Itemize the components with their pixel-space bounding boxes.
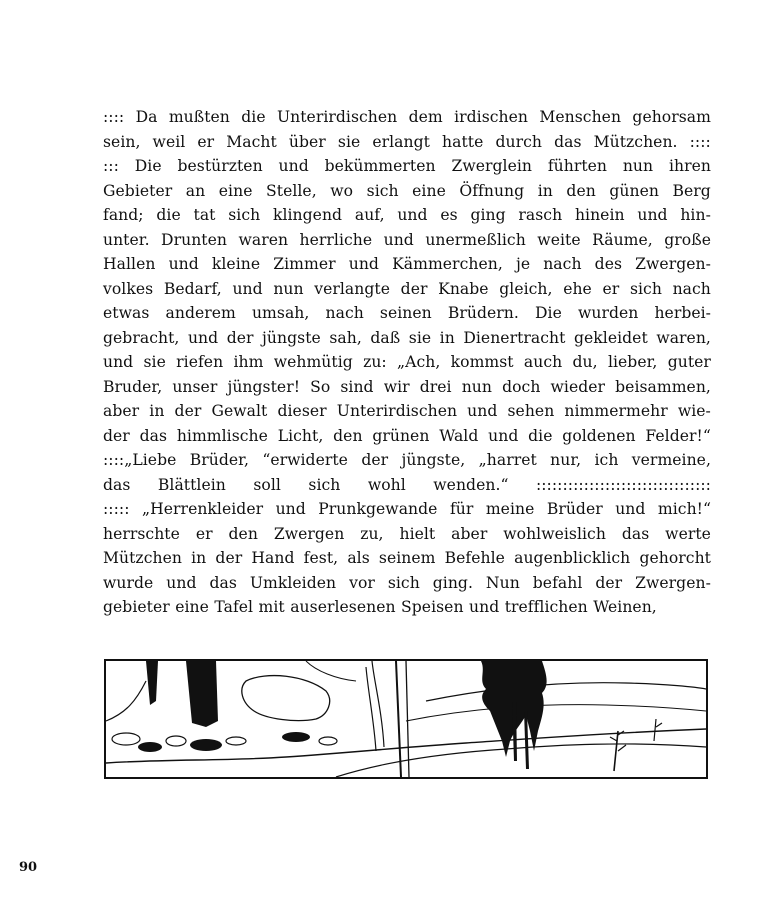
word: in — [537, 181, 553, 200]
word: Unterirdischen — [336, 402, 458, 420]
word: bekümmerten — [324, 157, 436, 175]
text-line — [103, 353, 711, 378]
word: volkes — [103, 279, 154, 298]
word: erlangt — [372, 132, 430, 151]
word: sich — [387, 573, 420, 592]
word: gleich, — [499, 279, 553, 298]
word: vermeine, — [631, 451, 711, 469]
word: Menschen — [539, 108, 622, 126]
forest-meadow-picture — [106, 661, 706, 777]
word: sie — [337, 132, 361, 151]
word: ging — [470, 206, 506, 224]
text-line — [103, 255, 711, 280]
word: So — [310, 377, 331, 396]
text-line — [103, 108, 711, 133]
word: herrliche — [299, 230, 373, 249]
word: rasch — [518, 206, 563, 224]
word: waren, — [656, 328, 711, 347]
word: trefflichen — [504, 598, 588, 616]
word: der — [103, 426, 130, 445]
word: der — [226, 328, 254, 347]
word: Zwergen — [273, 524, 345, 543]
word: „harret — [478, 451, 537, 469]
word: „Ach, — [397, 353, 441, 371]
word: anderem — [165, 304, 236, 322]
word: herbei- — [654, 304, 711, 322]
word: jüngster! — [227, 377, 301, 396]
word: irdischen — [454, 108, 529, 126]
word: waren — [238, 230, 289, 249]
word: seinen — [379, 304, 432, 322]
word: unermeßlich — [425, 230, 526, 249]
word: beisammen, — [615, 377, 711, 396]
word: himmlische — [176, 426, 268, 445]
word: hin- — [680, 206, 711, 224]
word: nun — [622, 157, 654, 175]
text-line — [103, 378, 711, 403]
word: Felder!“ — [645, 426, 711, 445]
word: Wald — [439, 426, 479, 445]
word: den — [228, 524, 258, 543]
word: Speisen — [401, 598, 464, 616]
text-line — [103, 231, 711, 256]
word: ihm — [233, 353, 264, 371]
word: und — [166, 573, 197, 592]
word: jüngste — [262, 328, 321, 347]
word: hatte — [442, 132, 484, 151]
word: Mützchen. — [593, 132, 678, 151]
word: gebracht, — [103, 328, 180, 347]
word: werte — [665, 524, 711, 543]
word: Räume, — [592, 230, 653, 249]
word: für — [449, 500, 474, 518]
word: sein, — [103, 132, 141, 151]
word: und — [467, 402, 498, 420]
word: ich — [594, 451, 619, 469]
word: drei — [419, 377, 452, 396]
word: wurden — [577, 304, 639, 322]
word: und — [278, 157, 309, 175]
word: Die — [534, 304, 562, 322]
word: Zwerglein — [451, 157, 532, 175]
word: große — [664, 230, 711, 249]
word: unser — [172, 377, 218, 396]
word: guter — [667, 353, 711, 371]
word: vor — [349, 573, 375, 592]
landscape-illustration — [104, 659, 708, 779]
word: Nun — [485, 573, 520, 592]
word: sind — [340, 377, 374, 396]
word: lieber, — [607, 353, 658, 371]
text-line — [103, 549, 711, 574]
word: mit — [258, 598, 285, 616]
word: das — [103, 475, 131, 494]
word: nur, — [550, 451, 582, 469]
word: sich — [366, 181, 399, 200]
word: es — [440, 206, 458, 224]
word: goldenen — [562, 426, 636, 445]
word: wenden.“ — [433, 475, 509, 494]
word: weite — [537, 230, 581, 249]
word: wohl — [367, 475, 406, 494]
word: Knabe — [438, 279, 489, 298]
word: auch — [523, 353, 563, 371]
word: sah, — [329, 328, 362, 347]
word: und — [187, 328, 219, 347]
word: und — [348, 255, 379, 273]
word: nun — [273, 279, 304, 298]
word: :::: — [689, 132, 711, 151]
word: nach — [325, 304, 364, 322]
word: hinein — [574, 206, 625, 224]
word: und — [615, 500, 646, 518]
text-line — [103, 182, 711, 207]
word: Umkleiden — [249, 573, 337, 592]
word: jüngste, — [401, 451, 466, 469]
word: der — [595, 573, 623, 592]
word: die — [241, 108, 266, 126]
word: gehorcht — [639, 549, 711, 567]
word: wehmütig — [273, 353, 353, 371]
text-line — [103, 157, 711, 182]
word: Brüder — [546, 500, 603, 518]
word: der — [400, 279, 428, 298]
body-text — [103, 108, 711, 623]
word: ::::„Liebe — [103, 451, 177, 469]
word: kleine — [211, 255, 261, 273]
word: etwas — [103, 304, 150, 322]
word: nach — [543, 255, 582, 273]
word: er — [602, 279, 620, 298]
word: sich — [308, 475, 341, 494]
word: Licht, — [277, 426, 324, 445]
word: und — [469, 598, 500, 616]
word: “erwiderte — [262, 451, 348, 469]
word: Berg — [672, 181, 711, 200]
word: je — [515, 255, 531, 273]
word: gekleidet — [573, 328, 648, 347]
word: er — [195, 524, 213, 543]
word: Hand — [251, 549, 295, 567]
word: Zwergen- — [635, 573, 711, 592]
word: auf, — [354, 206, 385, 224]
word: kommst — [450, 353, 514, 371]
word: auserlesenen — [290, 598, 396, 616]
word: Gebieter — [103, 181, 173, 200]
word: ging. — [432, 573, 473, 592]
word: seinem — [378, 549, 436, 567]
word: :::: — [103, 108, 125, 126]
word: dem — [408, 108, 443, 126]
word: an — [185, 181, 206, 200]
word: sehen — [507, 402, 555, 420]
word: weil — [152, 132, 186, 151]
word: fand; — [103, 206, 144, 224]
word: Die — [134, 157, 162, 175]
word: durch — [495, 132, 542, 151]
page-number: 90 — [19, 860, 38, 875]
word: doch — [502, 377, 541, 396]
word: augenblicklich — [514, 549, 631, 567]
word: über — [288, 132, 326, 151]
word: ihren — [668, 157, 711, 175]
word: und — [275, 500, 306, 518]
word: Bedarf, — [163, 279, 222, 298]
word: sich — [629, 279, 662, 298]
word: mich!“ — [657, 500, 711, 518]
word: eine — [218, 181, 253, 200]
word: in — [191, 549, 207, 567]
word: und — [168, 255, 199, 273]
word: Da — [135, 108, 158, 126]
word: das — [139, 426, 168, 445]
text-line — [103, 574, 711, 599]
word: Prunkgewande — [318, 500, 438, 518]
word: unter. — [103, 230, 150, 249]
word: bestürzten — [177, 157, 263, 175]
word: ::::::::::::::::::::::::::::::::: — [535, 475, 711, 494]
word: der — [174, 402, 202, 420]
word: eine — [412, 181, 446, 200]
word: Stelle, — [266, 181, 317, 200]
word: den — [566, 181, 596, 200]
word: meine — [485, 500, 535, 518]
word: Blättlein — [157, 475, 226, 494]
word: Hallen — [103, 255, 156, 273]
word: wurde — [103, 573, 154, 592]
text-line — [103, 133, 711, 158]
word: und — [397, 206, 428, 224]
word: Dienertracht — [463, 328, 566, 347]
word: mußten — [168, 108, 230, 126]
word: wohlweislich — [503, 524, 606, 543]
word: fest, — [303, 549, 339, 567]
text-line — [103, 402, 711, 427]
word: als — [347, 549, 370, 567]
word: hielt — [399, 524, 436, 543]
word: in — [439, 328, 455, 347]
word: dieser — [277, 402, 327, 420]
word: Öffnung — [459, 181, 525, 200]
word: aber — [451, 524, 488, 543]
word: ::: — [103, 157, 119, 175]
word: die — [528, 426, 553, 445]
word: und — [232, 279, 263, 298]
word: umsah, — [251, 304, 310, 322]
word: riefen — [176, 353, 224, 371]
word: und — [637, 206, 668, 224]
word: wir — [383, 377, 410, 396]
word: in — [149, 402, 165, 420]
word: Zwergen- — [635, 255, 711, 273]
text-line — [103, 304, 711, 329]
text-line — [103, 500, 711, 525]
text-line — [103, 525, 711, 550]
word: soll — [253, 475, 281, 494]
word: sich — [228, 206, 261, 224]
word: Drunten — [161, 230, 227, 249]
word: befahl — [532, 573, 583, 592]
word: den — [333, 426, 363, 445]
word: das — [554, 132, 582, 151]
word: ::::: — [103, 500, 130, 518]
word: der — [361, 451, 389, 469]
word: wie- — [677, 402, 711, 420]
word: ehe — [563, 279, 592, 298]
text-line — [103, 427, 711, 452]
word: führten — [547, 157, 608, 175]
word: das — [209, 573, 237, 592]
word: günen — [609, 181, 659, 200]
word: Unterirdischen — [276, 108, 398, 126]
word: die — [156, 206, 181, 224]
word: grünen — [372, 426, 430, 445]
word: du, — [572, 353, 598, 371]
word: tat — [193, 206, 216, 224]
word: verlangte — [314, 279, 390, 298]
text-line — [103, 206, 711, 231]
word: zu: — [363, 353, 387, 371]
word: Kämmerchen, — [392, 255, 503, 273]
word: eine — [175, 598, 209, 616]
word: aber — [103, 402, 140, 420]
word: und — [103, 353, 134, 371]
word: das — [621, 524, 650, 543]
word: „Herrenkleider — [142, 500, 264, 518]
text-line — [103, 329, 711, 354]
word: nimmermehr — [564, 402, 668, 420]
word: des — [594, 255, 623, 273]
text-line — [103, 598, 711, 623]
word: Befehle — [444, 549, 505, 567]
word: Macht — [226, 132, 277, 151]
word: gehorsam — [632, 108, 711, 126]
word: sie — [143, 353, 166, 371]
word: herrschte — [103, 524, 180, 543]
word: der — [215, 549, 243, 567]
word: Brüder, — [189, 451, 249, 469]
word: sie — [408, 328, 432, 347]
word: Mützchen — [103, 549, 182, 567]
word: und — [383, 230, 414, 249]
word: zu, — [360, 524, 384, 543]
word: wieder — [550, 377, 606, 396]
word: nun — [461, 377, 492, 396]
word: Brüdern. — [447, 304, 519, 322]
word: gebieter — [103, 598, 170, 616]
word: Zimmer — [273, 255, 336, 273]
word: Weinen, — [593, 598, 657, 616]
word: Bruder, — [103, 377, 163, 396]
word: und — [488, 426, 519, 445]
word: er — [197, 132, 215, 151]
text-line — [103, 280, 711, 305]
word: wo — [330, 181, 354, 200]
word: Tafel — [214, 598, 254, 616]
word: Gewalt — [211, 402, 268, 420]
word: daß — [370, 328, 401, 347]
word: klingend — [272, 206, 343, 224]
text-line — [103, 451, 711, 476]
word: nach — [672, 279, 711, 298]
text-line — [103, 476, 711, 501]
